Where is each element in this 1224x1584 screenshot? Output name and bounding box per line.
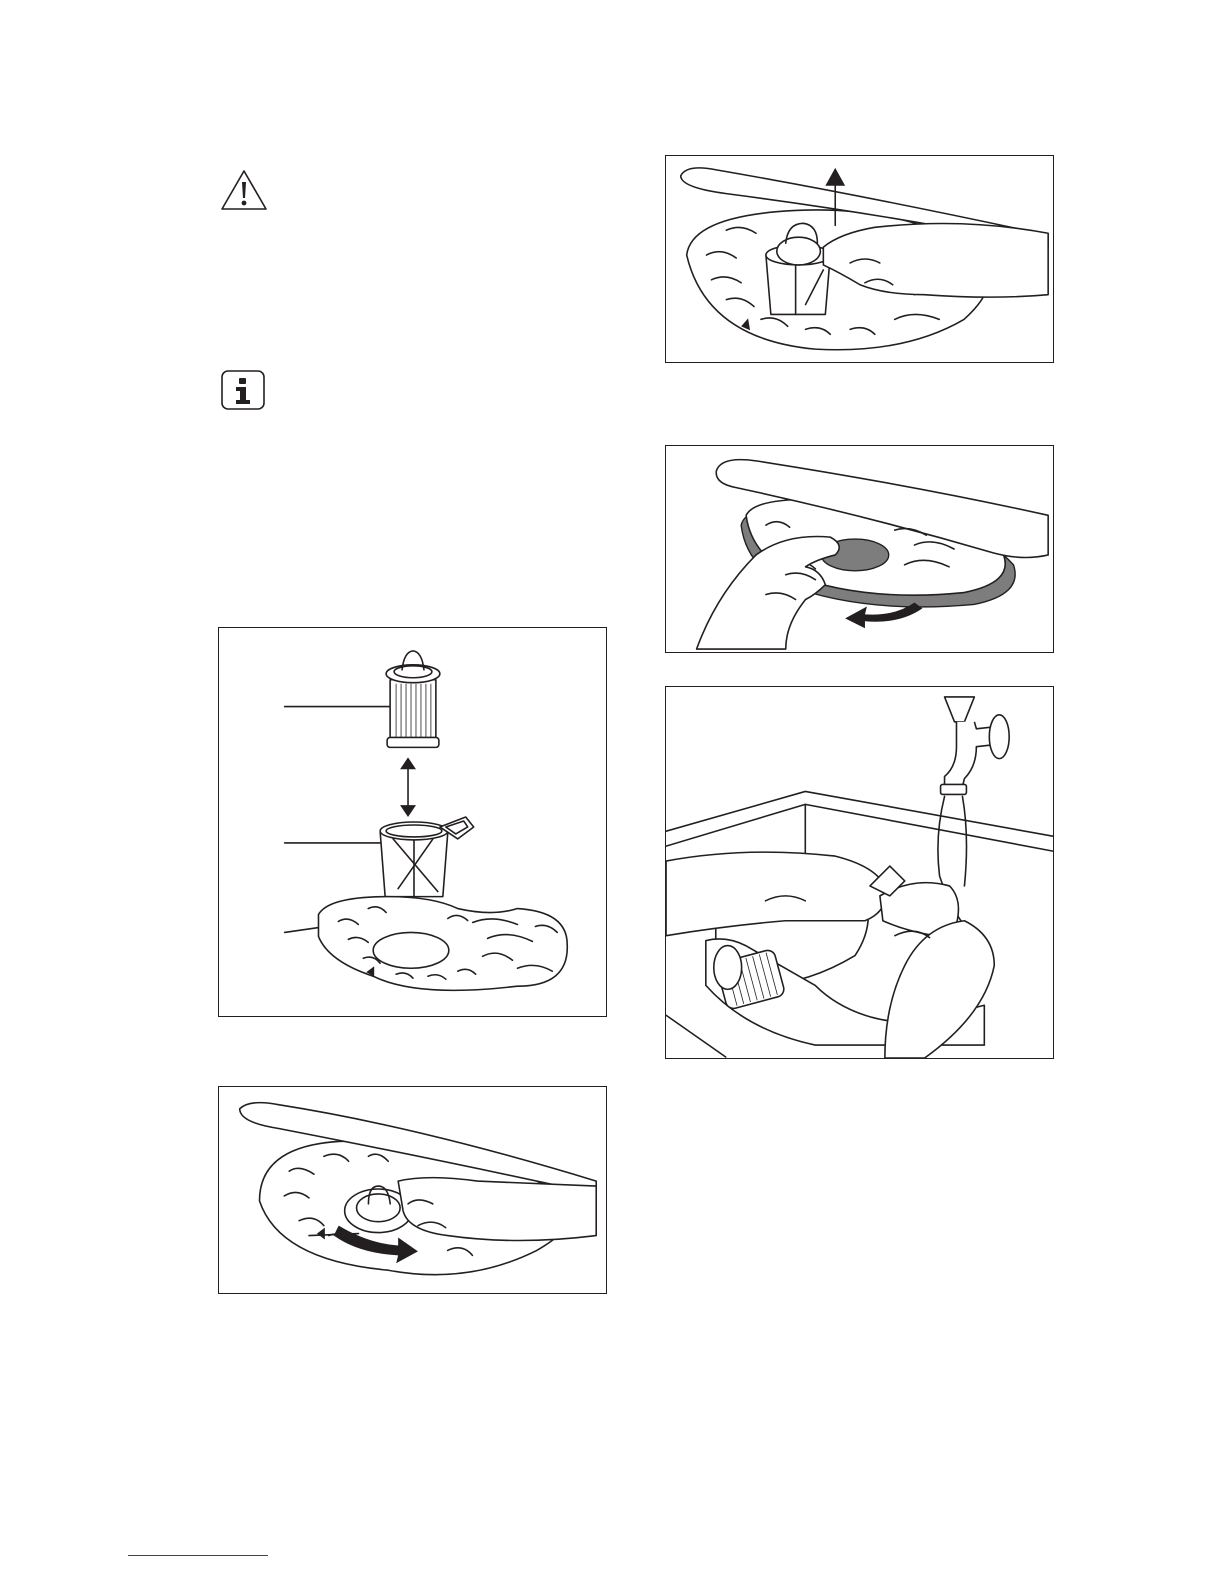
- warning-triangle-icon: [219, 168, 269, 212]
- flat-filter-drawing: [318, 897, 567, 991]
- fig-filter-exploded: [218, 627, 607, 1017]
- fig-remove-flat-filter: [665, 445, 1054, 653]
- coarse-filter-drawing: [380, 817, 474, 897]
- tap-handle: [945, 697, 975, 722]
- hand: [398, 1178, 596, 1241]
- rotate-arrow: [845, 602, 922, 628]
- fine-filter-drawing: [386, 651, 440, 748]
- up-arrow: [825, 168, 845, 186]
- info-icon: [219, 368, 267, 412]
- fig-lift-filter: [665, 155, 1054, 363]
- footer-link-underline[interactable]: [128, 1555, 268, 1556]
- fig-rinse-filter: [665, 686, 1054, 1059]
- tap: [945, 722, 995, 787]
- double-arrow: [400, 757, 416, 817]
- fig-turn-filter: [218, 1086, 607, 1294]
